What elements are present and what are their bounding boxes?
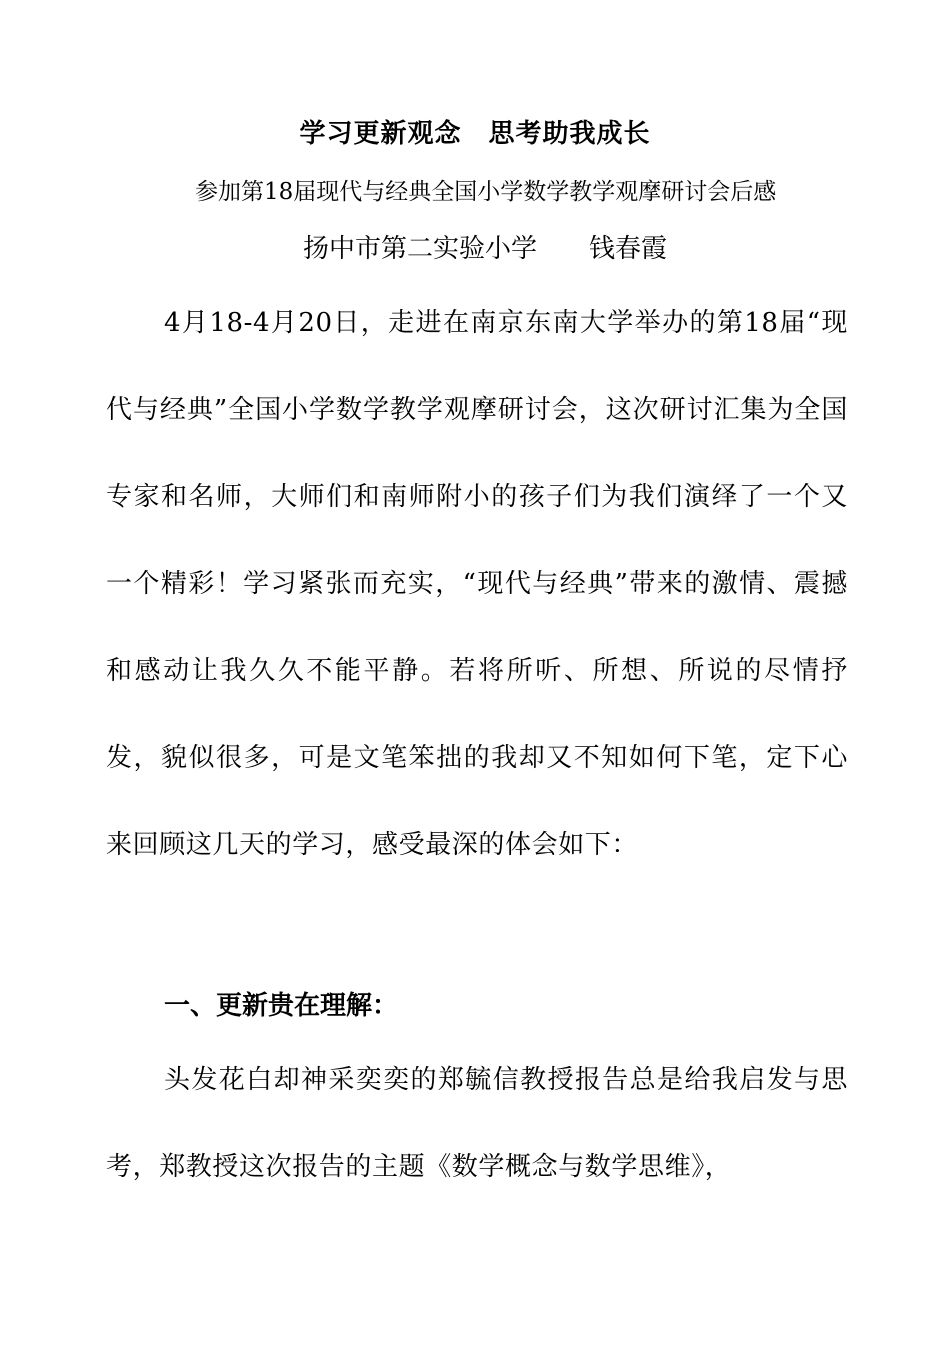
document-title: 学习更新观念 思考助我成长 — [299, 119, 651, 149]
paragraph-intro: 4月18-4月20日，走进在南京东南大学举办的第18届“现代与经典”全国小学数学教学观摩研讨会，这次研讨汇集为全国专家和名师，大师们和南师附小的孩子们为我们演绎了一个又一个精彩！学习紧张而充实，“现代与经典”带来的激情、震撼和感动让我久久不能平静。若将所听、所想、所说的尽情抒发，貌似很多，可是文笔笨拙的我却又不知如何下笔，定下心来回顾这几天的学习，感受最深的体会如下： — [106, 308, 848, 860]
author-line: 扬中市第二实验小学 钱春霞 — [303, 234, 668, 264]
section-heading: 一、更新贵在理解： — [164, 991, 399, 1021]
paragraph-section-1: 头发花白却神采奕奕的郑毓信教授报告总是给我启发与思考，郑教授这次报告的主题《数学概念与数学思维》， — [106, 1065, 848, 1182]
document-subtitle: 参加第18届现代与经典全国小学数学教学观摩研讨会后感 — [195, 179, 777, 205]
